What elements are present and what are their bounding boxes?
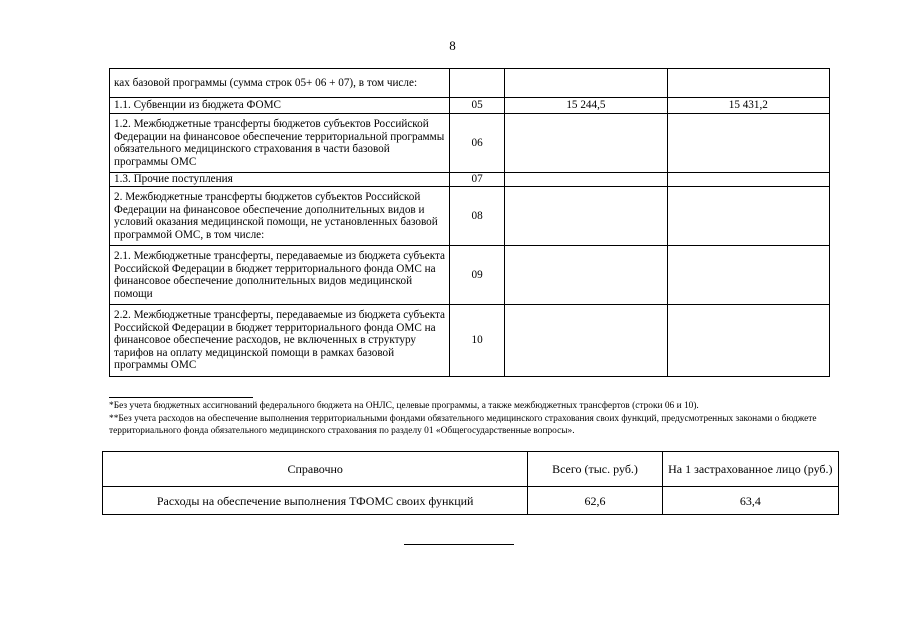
table-row: [110, 305, 830, 377]
row-code: 08: [450, 187, 505, 246]
header-reference: Справочно: [103, 452, 528, 487]
row-name: 2. Межбюджетные трансферты бюджетов субъектов Российской Федерации на финансовое обеспечение дополнительных видов и условий оказания медицинской помощи, не установленных базовой программой ОМС, в том числе:: [110, 187, 450, 246]
row-code: 10: [450, 305, 505, 377]
row-code: 06: [450, 114, 505, 173]
row-value-1: [505, 246, 667, 305]
table-row: [103, 487, 839, 515]
row-value-2: [667, 173, 829, 187]
row-value-2: [667, 69, 829, 98]
row-value-2: [667, 305, 829, 377]
row-total: 62,6: [528, 487, 662, 515]
row-code: 05: [450, 98, 505, 114]
reference-table: [102, 451, 839, 515]
row-value-1: 15 244,5: [505, 98, 667, 114]
row-name: 1.1. Субвенции из бюджета ФОМС: [110, 98, 450, 114]
footnote-2: **Без учета расходов на обеспечение выполнения территориальными фондами обязательного медицинского страхования своих функций, предусмотренных законами о бюджете территориального фонда обязательного медицинского страхования по разделу 01 «Общегосударственные вопросы».: [109, 413, 817, 436]
row-name: 2.2. Межбюджетные трансферты, передаваемые из бюджета субъекта Российской Федерации в бюджет территориального фонда ОМС на финансовое обеспечение расходов, не включенных в структуру тарифов на оплату медицинской помощи в рамках базовой программы ОМС: [110, 305, 450, 377]
table-row: [110, 69, 830, 98]
row-value-2: [667, 187, 829, 246]
row-value-1: [505, 173, 667, 187]
row-code: [450, 69, 505, 98]
main-table: [109, 68, 830, 377]
row-name: ках базовой программы (сумма строк 05+ 06 + 07), в том числе:: [110, 69, 450, 98]
table-row: [110, 173, 830, 187]
table-row: [110, 246, 830, 305]
table-row: [110, 114, 830, 173]
row-value-1: [505, 305, 667, 377]
page-number: 8: [449, 38, 456, 53]
row-value-2: [667, 114, 829, 173]
header-total: Всего (тыс. руб.): [528, 452, 662, 487]
row-value-2: 15 431,2: [667, 98, 829, 114]
row-per-insured: 63,4: [662, 487, 838, 515]
table-row: [110, 187, 830, 246]
footnote-1: *Без учета бюджетных ассигнований федерального бюджета на ОНЛС, целевые программы, а также межбюджетных трансфертов (строки 06 и 10).: [109, 401, 699, 411]
table-row: [110, 98, 830, 114]
table-header-row: [103, 452, 839, 487]
row-name: 1.3. Прочие поступления: [110, 173, 450, 187]
row-value-1: [505, 69, 667, 98]
row-name: 1.2. Межбюджетные трансферты бюджетов субъектов Российской Федерации на финансовое обеспечение территориальной программы обязательного медицинского страхования в части базовой программы ОМС: [110, 114, 450, 173]
footnote-divider: [109, 397, 253, 398]
row-value-1: [505, 187, 667, 246]
row-label: Расходы на обеспечение выполнения ТФОМС своих функций: [103, 487, 528, 515]
footnotes: [109, 400, 842, 438]
header-per-insured: На 1 застрахованное лицо (руб.): [662, 452, 838, 487]
row-name: 2.1. Межбюджетные трансферты, передаваемые из бюджета субъекта Российской Федерации в бюджет территориального фонда ОМС на финансовое обеспечение дополнительных видов медицинской помощи: [110, 246, 450, 305]
row-code: 07: [450, 173, 505, 187]
row-value-2: [667, 246, 829, 305]
row-code: 09: [450, 246, 505, 305]
row-value-1: [505, 114, 667, 173]
end-divider: [404, 544, 514, 545]
